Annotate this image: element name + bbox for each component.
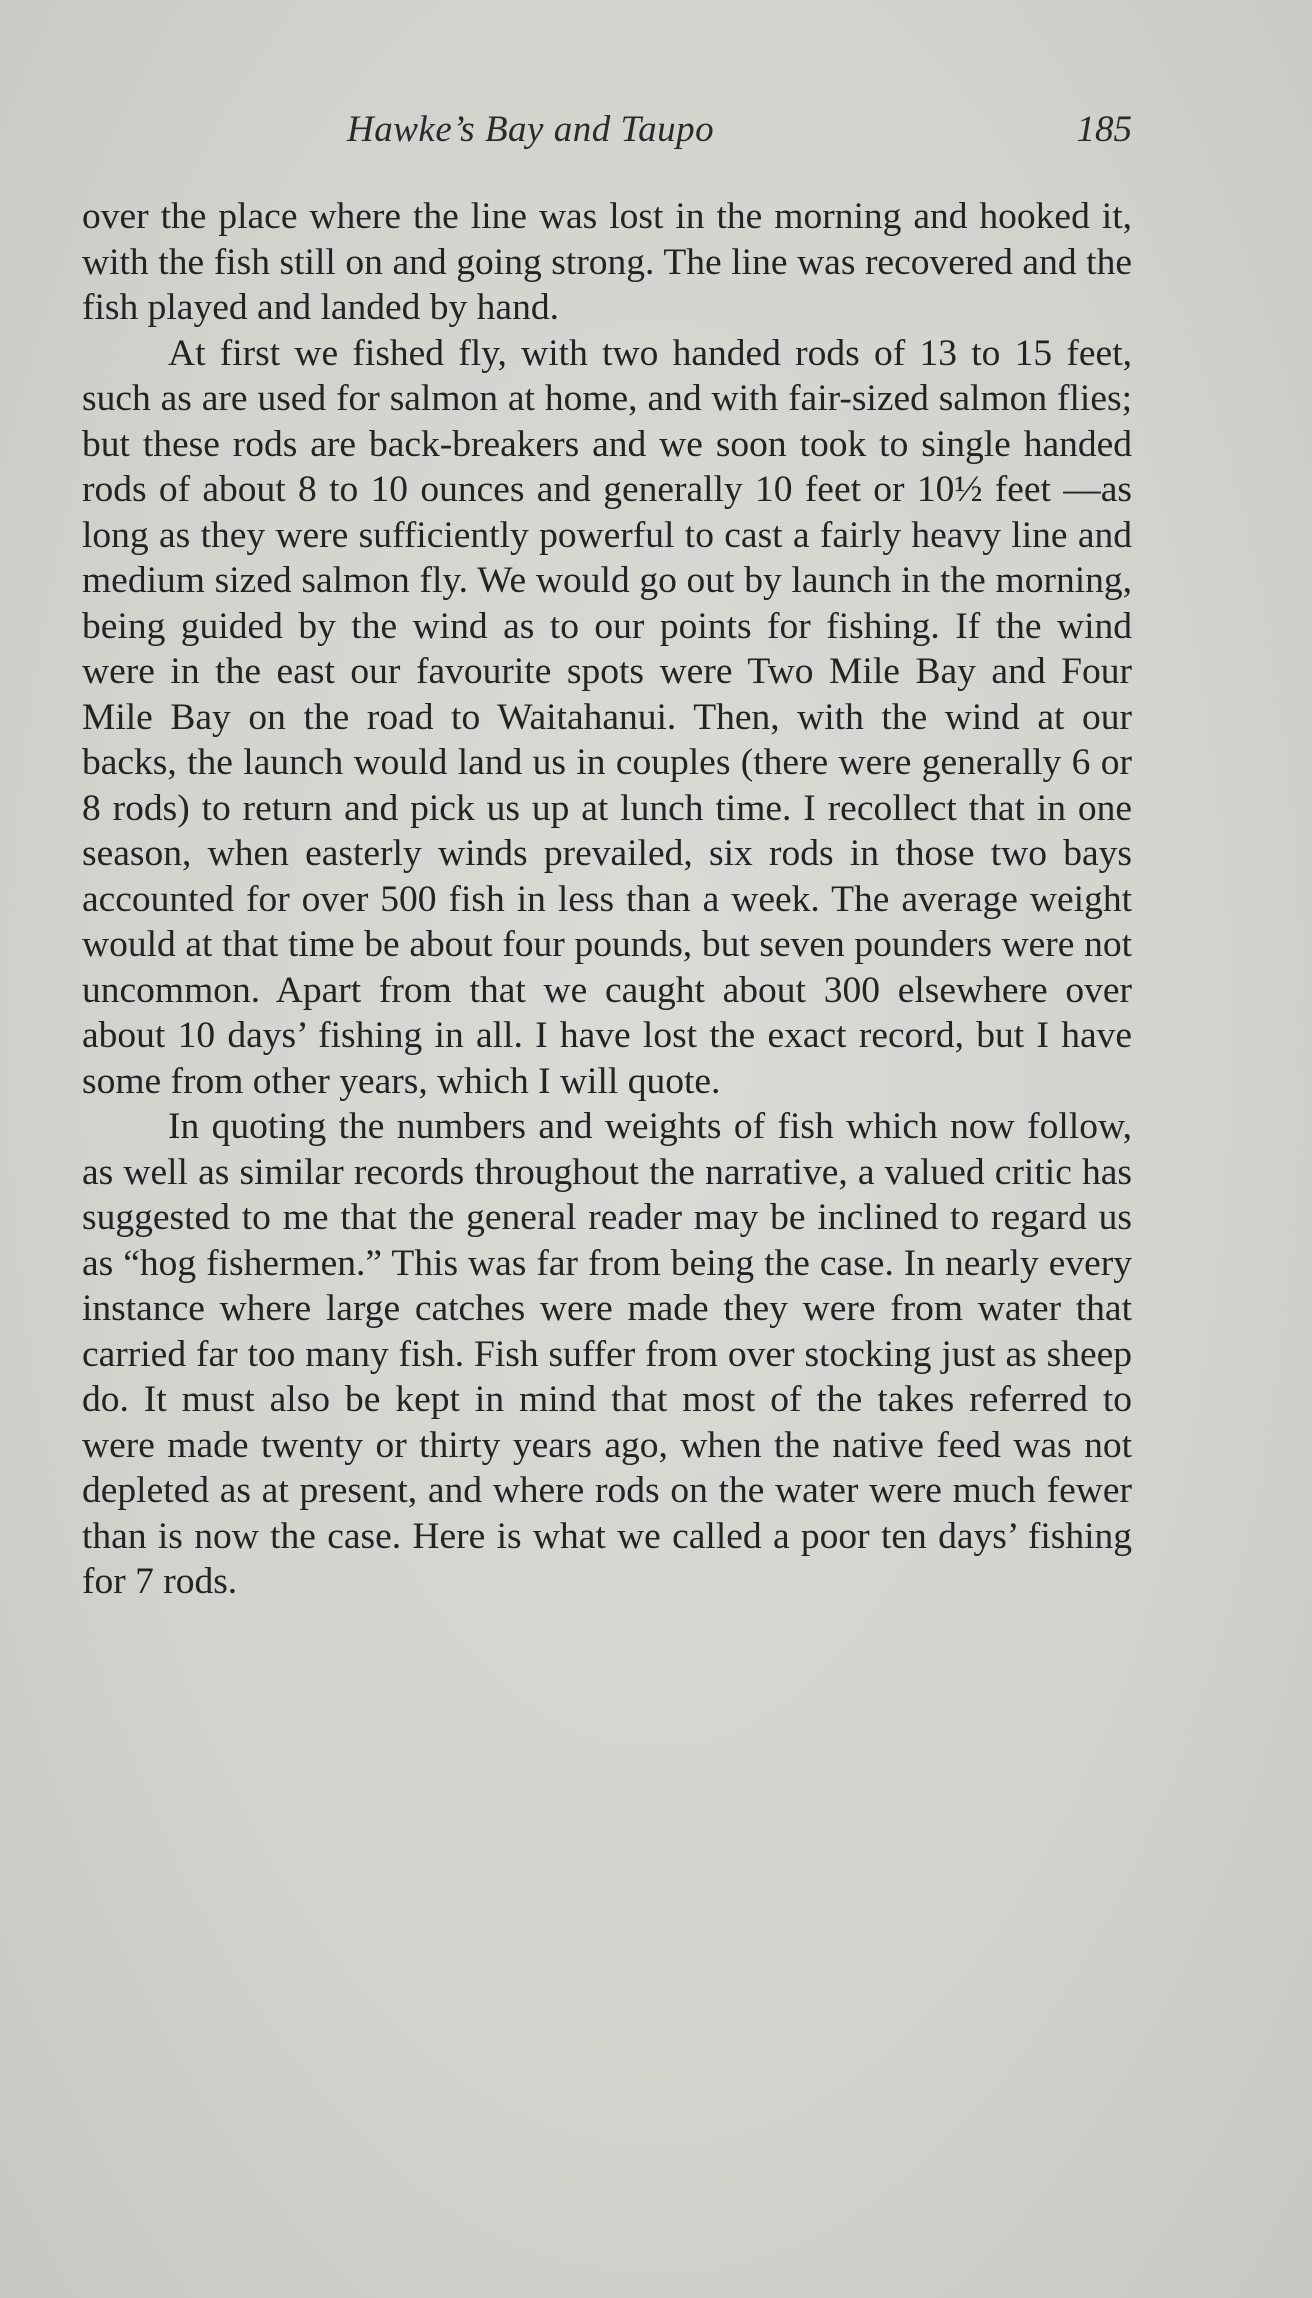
page-number: 185 bbox=[1076, 109, 1132, 150]
running-title: Hawke’s Bay and Taupo bbox=[347, 109, 715, 150]
paragraph-continuation: over the place where the line was lost in the morning and hooked it, with the fish still on and going strong. The line was recovered and the fish played and landed by hand. bbox=[82, 196, 1132, 328]
paragraph: At first we fished fly, with two handed rods of 13 to 15 feet, such as are used for salmon at home, and with fair-sized salmon flies; but these rods are back-breakers and we soon took to single handed rods of about 8 to 10 ounces and generally 10 feet or 10½ feet —as long as they were sufficiently powerful to cast a fairly heavy line and medium sized salmon fly. We would go out by launch in the morning, being guided by the wind as to our points for fishing. If the wind were in the east our favourite spots were Two Mile Bay and Four Mile Bay on the road to Waitahanui. Then, with the wind at our backs, the launch would land us in couples (there were generally 6 or 8 rods) to return and pick us up at lunch time. I recollect that in one season, when easterly winds prevailed, six rods in those two bays accounted for over 500 fish in less than a week. The average weight would at that time be about four pounds, but seven pounders were not uncommon. Apart from that we caught about 300 elsewhere over about 10 days’ fishing in all. I have lost the exact record, but I have some from other years, which I will quote. bbox=[82, 332, 1132, 1102]
body-text bbox=[82, 194, 1132, 1605]
running-head bbox=[82, 108, 1132, 158]
paragraph: In quoting the numbers and weights of fish which now follow, as well as similar records throughout the narrative, a valued critic has suggested to me that the general reader may be inclined to regard us as “hog fishermen.” This was far from being the case. In nearly every instance where large catches were made they were from water that carried far too many fish. Fish suffer from over stocking just as sheep do. It must also be kept in mind that most of the takes referred to were made twenty or thirty years ago, when the native feed was not depleted as at present, and where rods on the water were much fewer than is now the case. Here is what we called a poor ten days’ fishing for 7 rods. bbox=[82, 1106, 1132, 1602]
